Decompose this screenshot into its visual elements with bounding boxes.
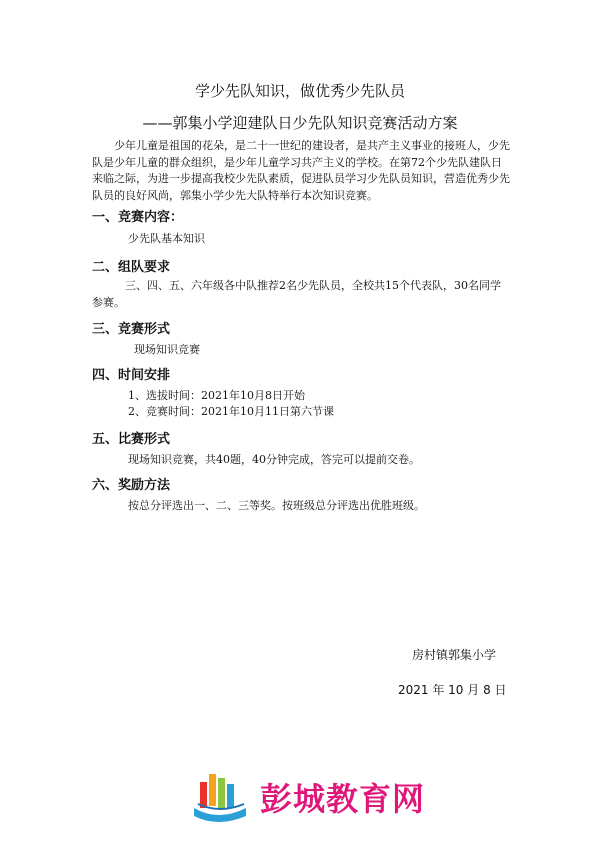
section-body-format: 现场知识竞赛 [134, 343, 200, 356]
document-title: 学少先队知识，做优秀少先队员 [194, 82, 405, 100]
section-body-awards: 按总分评选出一、二、三等奖。按班级总分评选出优胜班级。 [128, 499, 425, 512]
section-heading-team: 二、组队要求 [92, 260, 171, 275]
signature-school: 房村镇郭集小学 [412, 648, 497, 662]
section-heading-competition: 五、比赛形式 [92, 432, 171, 447]
schedule-line-2: 2、竞赛时间：2021年10月11日第六节课 [128, 405, 334, 418]
logo-text: 彭城教育网 [260, 780, 426, 818]
section-heading-content: 一、竞赛内容： [92, 210, 184, 225]
document-subtitle: ——郭集小学迎建队日少先队知识竞赛活动方案 [142, 114, 458, 132]
signature-date: 2021 年 10 月 8 日 [398, 683, 507, 697]
section-heading-awards: 六、奖励方法 [92, 478, 171, 493]
section-body-competition: 现场知识竞赛，共40题，40分钟完成，答完可以提前交卷。 [128, 453, 420, 466]
section-body-content: 少先队基本知识 [128, 232, 205, 245]
section-heading-schedule: 四、时间安排 [92, 368, 171, 383]
website-logo [188, 768, 448, 828]
intro-paragraph: 少年儿童是祖国的花朵，是二十一世纪的建设者，是共产主义事业的接班人，少先队是少年儿童的群众组织，是少年儿童学习共产主义的学校。在第72个少先队建队日来临之际，为进一步提高我校少先队素质，促进队员学习少先队员知识，营造优秀少先队员的良好风尚，郭集小学少先大队特举行本次知识竞赛。 [92, 139, 510, 202]
schedule-line-1: 1、选拔时间：2021年10月8日开始 [128, 389, 305, 402]
section-heading-format: 三、竞赛形式 [92, 322, 171, 337]
book-logo-icon [188, 768, 252, 828]
section-body-team: 三、四、五、六年级各中队推荐2名少先队员，全校共15个代表队，30名同学参赛。 [92, 279, 501, 309]
